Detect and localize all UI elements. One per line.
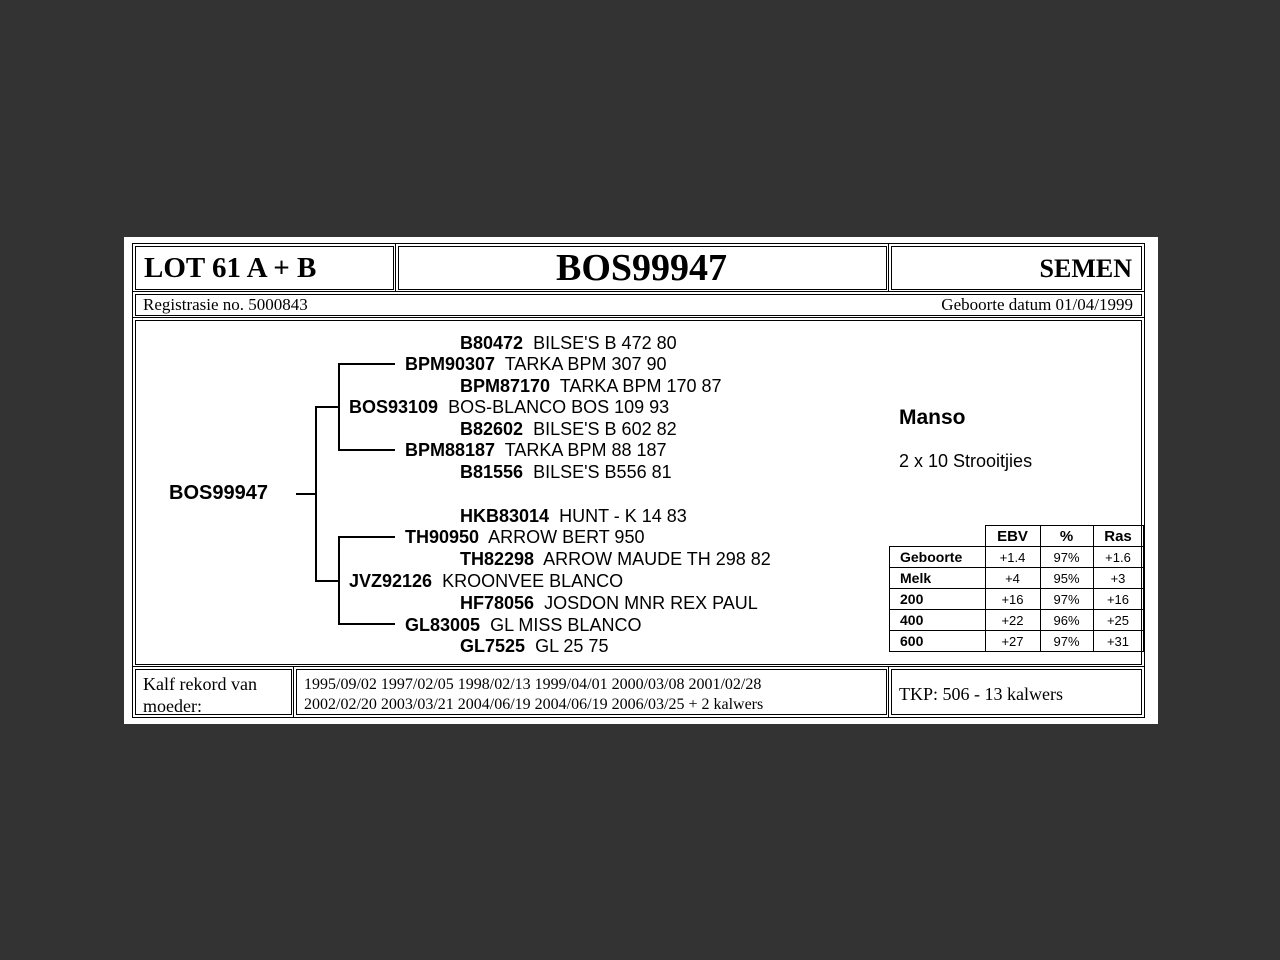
ebv-value: +16 <box>985 589 1040 610</box>
dam-sire-sire: HKB83014 HUNT - K 14 83 <box>460 506 687 526</box>
pedigree-subject: BOS99947 <box>169 482 268 504</box>
pedigree-connector <box>338 536 395 538</box>
sire: BOS93109 BOS-BLANCO BOS 109 93 <box>349 397 670 417</box>
calf-dates-line: 2002/02/20 2003/03/21 2004/06/19 2004/06/19 2006/03/25 + 2 kalwers <box>304 696 764 713</box>
sire-sire: BPM90307 TARKA BPM 307 90 <box>405 354 667 374</box>
pedigree-connector <box>338 363 340 451</box>
straw-count: 2 x 10 Strooitjies <box>899 451 1033 471</box>
pedigree-connector <box>338 449 395 451</box>
sire-dam: BPM88187 TARKA BPM 88 187 <box>405 440 667 460</box>
ebv-accuracy: 97% <box>1040 589 1093 610</box>
product-type: SEMEN <box>1039 254 1132 283</box>
ebv-breed-avg: +31 <box>1093 631 1143 652</box>
ebv-header: % <box>1040 526 1093 547</box>
ebv-row-label: 600 <box>890 631 986 652</box>
dam: JVZ92126 KROONVEE BLANCO <box>349 571 624 591</box>
calf-record-label-line: Kalf rekord van <box>143 674 257 694</box>
sire-sire-sire: B80472 BILSE'S B 472 80 <box>460 333 677 353</box>
pedigree-connector <box>296 493 316 495</box>
ebv-header-row <box>890 526 1144 547</box>
ebv-breed-avg: +25 <box>1093 610 1143 631</box>
ebv-corner <box>890 526 986 547</box>
birth-date: Geboorte datum 01/04/1999 <box>941 295 1133 314</box>
dam-dam-sire: HF78056 JOSDON MNR REX PAUL <box>460 593 758 613</box>
animal-name: Manso <box>899 406 966 429</box>
pedigree-connector <box>338 363 395 365</box>
dam-sire-dam: TH82298 ARROW MAUDE TH 298 82 <box>460 549 771 569</box>
ebv-row <box>890 610 1144 631</box>
ebv-value: +1.4 <box>985 547 1040 568</box>
ebv-header: Ras <box>1093 526 1143 547</box>
calf-record-label <box>143 673 257 717</box>
ebv-value: +4 <box>985 568 1040 589</box>
pedigree-connector <box>315 580 338 582</box>
pedigree-connector <box>338 623 395 625</box>
ebv-value: +27 <box>985 631 1040 652</box>
dam-dam-dam: GL7525 GL 25 75 <box>460 636 609 656</box>
sire-dam-sire: B82602 BILSE'S B 602 82 <box>460 419 677 439</box>
calf-record-dates <box>304 675 763 715</box>
catalog-sheet <box>124 237 1158 724</box>
ebv-row-label: Melk <box>890 568 986 589</box>
ebv-row-label: 200 <box>890 589 986 610</box>
ebv-table <box>889 525 1144 652</box>
ebv-row <box>890 631 1144 652</box>
dam-sire: TH90950 ARROW BERT 950 <box>405 527 645 547</box>
calf-dates-line: 1995/09/02 1997/02/05 1998/02/13 1999/04/01 2000/03/08 2001/02/28 <box>304 676 762 693</box>
dam-dam: GL83005 GL MISS BLANCO <box>405 615 642 635</box>
ebv-value: +22 <box>985 610 1040 631</box>
ebv-breed-avg: +1.6 <box>1093 547 1143 568</box>
ebv-accuracy: 95% <box>1040 568 1093 589</box>
ebv-row <box>890 547 1144 568</box>
lot-number: LOT 61 A + B <box>144 252 317 284</box>
ebv-breed-avg: +16 <box>1093 589 1143 610</box>
ebv-row <box>890 568 1144 589</box>
calf-record-label-line: moeder: <box>143 696 202 716</box>
registration-number: Registrasie no. 5000843 <box>143 295 308 314</box>
ebv-row-label: 400 <box>890 610 986 631</box>
ebv-row <box>890 589 1144 610</box>
ebv-header: EBV <box>985 526 1040 547</box>
sire-sire-dam: BPM87170 TARKA BPM 170 87 <box>460 376 722 396</box>
sire-dam-dam: B81556 BILSE'S B556 81 <box>460 462 672 482</box>
pedigree-connector <box>315 406 338 408</box>
ebv-accuracy: 96% <box>1040 610 1093 631</box>
animal-id-title: BOS99947 <box>556 247 728 289</box>
pedigree-connector <box>315 406 317 582</box>
ebv-accuracy: 97% <box>1040 631 1093 652</box>
tkp-summary: TKP: 506 - 13 kalwers <box>899 684 1063 704</box>
ebv-breed-avg: +3 <box>1093 568 1143 589</box>
ebv-row-label: Geboorte <box>890 547 986 568</box>
ebv-accuracy: 97% <box>1040 547 1093 568</box>
pedigree-connector <box>338 536 340 625</box>
